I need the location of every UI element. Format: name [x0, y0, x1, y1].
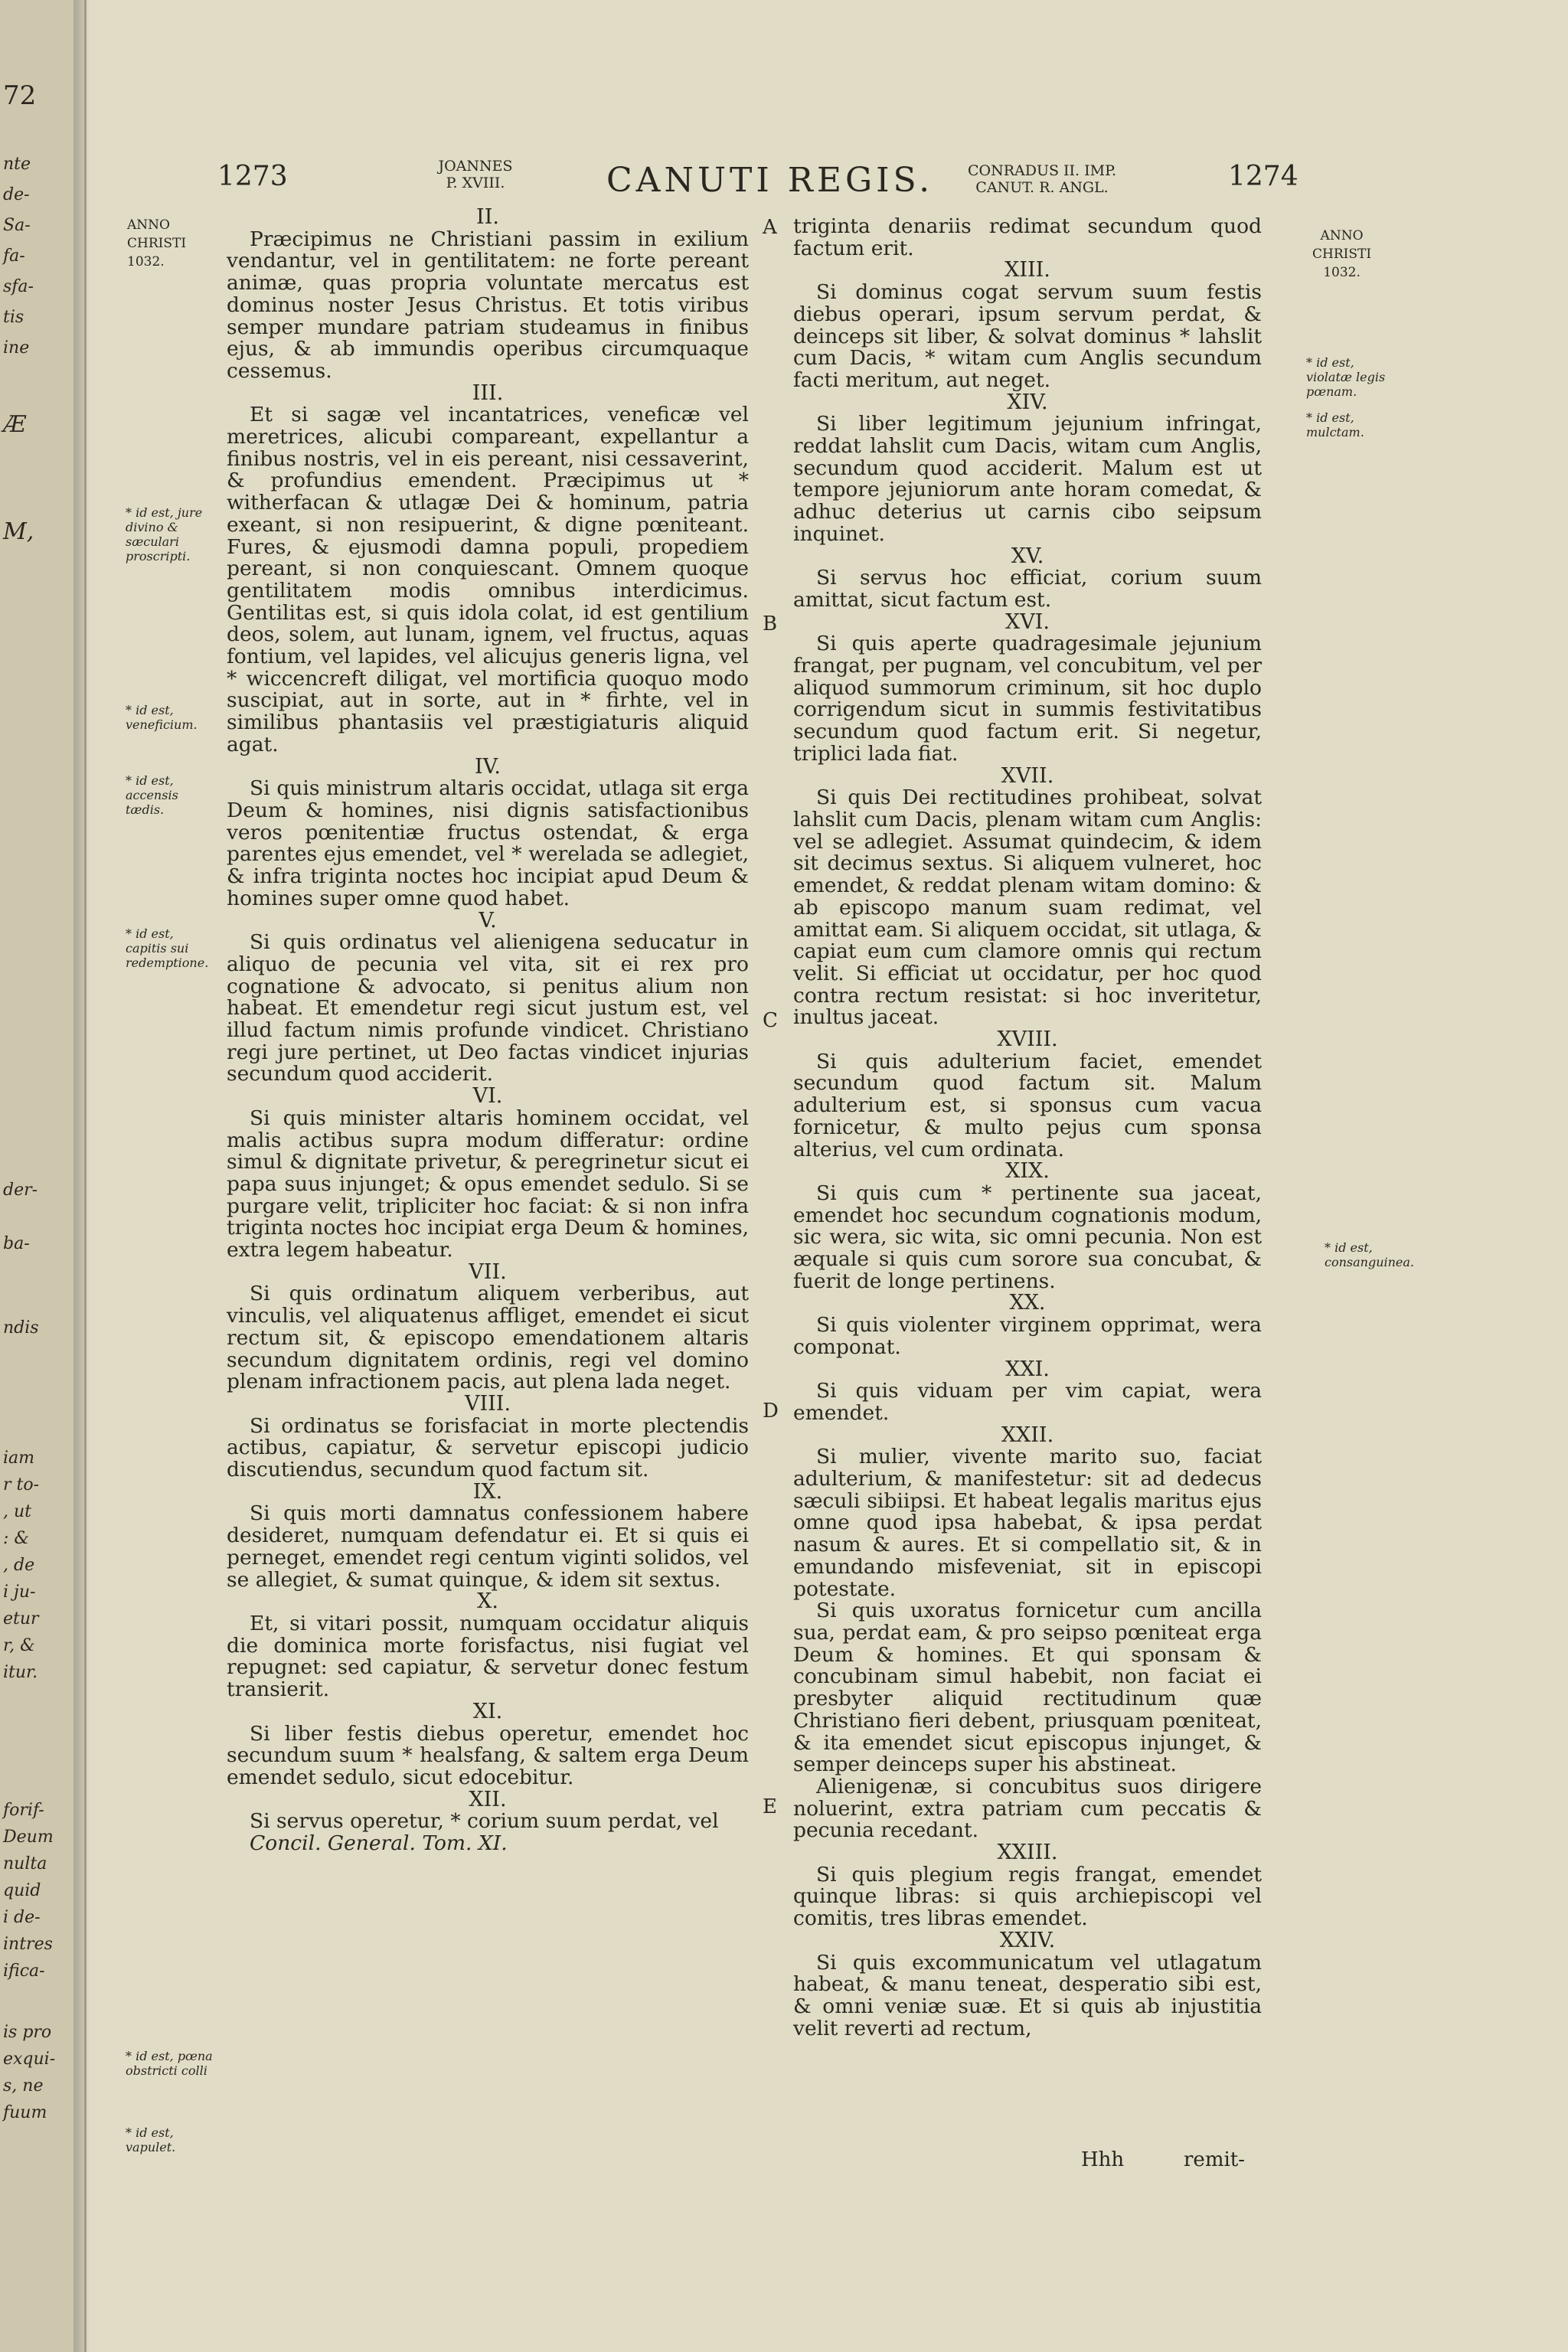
left-header-sub [418, 158, 533, 191]
prev-fragment: nte [3, 155, 31, 174]
section-heading: XII. [469, 1787, 507, 1811]
year-number: 1032. [1323, 265, 1361, 280]
section-heading: IX. [472, 1479, 503, 1504]
prev-fragment: forif- [3, 1801, 44, 1820]
prev-fragment: tis [3, 308, 24, 327]
paragraph: Et, si vitari possit, numquam occidatur aliquis die dominica morte forisfactus, nisi fugiat vel repugnet: sed capiatur, & servetur donec festum transierit. [227, 1612, 749, 1702]
margin-note: * id est, mulctam. [1306, 410, 1364, 439]
prev-fragment: exqui- [3, 2050, 56, 2069]
paragraph: Si quis plegium regis frangat, emendet quinque libras: si quis archiepiscopi vel comitis, tres libras emendet. [793, 1862, 1262, 1931]
prev-fragment: intres [3, 1935, 53, 1954]
paragraph: Si quis aperte quadragesimale jejunium frangat, per pugnam, vel concubitum, vel per aliquod summorum criminum, sit hoc duplo corrigendum sicut in summis festivitatibus secundum quod factum erit. Si negetur, triplici lada fiat. [793, 632, 1262, 766]
margin-note: * id est, veneficium. [126, 703, 198, 732]
book-page [89, 0, 1568, 2352]
prev-fragment: : & [3, 1529, 29, 1548]
prev-fragment: iam [3, 1449, 35, 1468]
paragraph: Præcipimus ne Christiani passim in exilium vendantur, vel in gentilitatem: ne forte pereant animæ, quas propria voluntate mercatus est dominus noster Jesus Christus. Et totis viribus semper mundare patriam studeamus in finibus ejus, & ab immundis operibus circumquaque cessemus. [227, 227, 749, 383]
margin-note: * id est, consanguinea. [1325, 1240, 1415, 1269]
prev-fragment: fuum [3, 2103, 47, 2122]
paragraph: Si quis minister altaris hominem occidat, vel malis actibus supra modum differatur: ordine simul & dignitate privetur, & peregrinetur sicut ei papa suus injunget; & opus emendet sedulo. Si se purgare velit, tripliciter hoc faciat: & si non infra triginta noctes hoc incipiat erga Deum & homines, extra legem habeatur. [227, 1106, 749, 1263]
margin-note: * id est, violatæ legis pœnam. [1306, 355, 1386, 399]
pope-name: JOANNES [438, 158, 513, 175]
right-header-sub [946, 162, 1138, 196]
section-heading: II. [476, 205, 499, 229]
section-heading: XXII. [1001, 1423, 1054, 1447]
paragraph: Si quis adulterium faciet, emendet secundum quod factum sit. Malum adulterium est, si sponsus cum vacua fornicetur, & multo pejus cum sponsa alterius, vel cum ordinata. [793, 1049, 1262, 1161]
section-heading: IV. [474, 754, 501, 779]
prev-fragment: ine [3, 338, 30, 358]
prev-fragment: r to- [3, 1475, 40, 1494]
prev-fragment: ba- [3, 1234, 30, 1253]
paragraph: Si quis Dei rectitudines prohibeat, solvat lahslit cum Dacis, plenam witam cum Anglis: vel se adlegiet. Assumat quindecim, & idem sit decimus sextus. Si aliquem vulneret, hoc emendet, & reddat plenam witam domino: & ab episcopo manum suam redimat, vel amittat eam. Si aliquem occidat, sit utlaga, & capiat eum cum clamore omnis qui rectum velit. Si efficiat ut occidatur, per hoc quod contra rectum resistat: si hoc inveritetur, inultus jaceat. [793, 786, 1262, 1030]
pope-number: P. XVIII. [446, 175, 505, 191]
section-letter: D [763, 1400, 779, 1423]
book-gutter [74, 0, 84, 2352]
year-number: 1032. [127, 254, 165, 270]
right-page-number: 1274 [1228, 161, 1298, 192]
section-heading: XXIV. [999, 1928, 1056, 1952]
section-heading: III. [472, 381, 504, 405]
section-heading: VIII. [464, 1391, 511, 1416]
prev-fragment: M, [3, 518, 34, 545]
section-heading: XIV. [1007, 390, 1048, 414]
prev-fragment: r, & [3, 1636, 35, 1655]
paragraph: Si quis violenter virginem opprimat, wera componat. [793, 1313, 1262, 1359]
paragraph: Si quis ordinatus vel alienigena seducatur in aliquo de pecunia vel vita, sit ei rex pro cognatione & advocato, si penitus alium non habeat. Et emendetur regi sicut justum est, vel illud factum nimis profunde vindicet. Christiano regi jure pertinet, ut Deo factas vindicet injurias secundum quod acciderit. [227, 930, 749, 1086]
prev-fragment: i ju- [3, 1583, 36, 1602]
section-letter: E [763, 1795, 777, 1818]
section-heading: XVI. [1005, 609, 1050, 634]
paragraph: Si quis uxoratus fornicetur cum ancilla sua, perdat eam, & pro seipso pœniteat erga Deum & homines. Et qui sponsam & concubinam simul habebit, non faciat ei presbyter aliquid rectitudinum quæ Christiano fieri debent, priusquam pœniteat, & ita emendet sicut episcopus injunget, & semper deinceps super his abstineat. [793, 1599, 1262, 1777]
year-anno: ANNO [1320, 228, 1364, 243]
prev-fragment: Deum [3, 1828, 54, 1847]
paragraph: Alienigenæ, si concubitus suos dirigere noluerint, extra patriam cum peccatis & pecunia recedant. [793, 1774, 1262, 1843]
paragraph: Si liber festis diebus operetur, emendet hoc secundum suum * healsfang, & saltem erga Deum emendet sedulo, sicut edocebitur. [227, 1721, 749, 1789]
section-heading: XX. [1009, 1291, 1046, 1315]
paragraph: Si quis ordinatum aliquem verberibus, aut vinculis, vel aliquatenus affliget, emendet ei sicut rectum sit, & episcopo emendationem altaris secundum dignitatem ordinis, regi vel domino plenam infractionem pacis, aut plena lada neget. [227, 1282, 749, 1394]
prev-page-number: 72 [3, 80, 37, 111]
section-heading: XIII. [1004, 258, 1050, 283]
section-heading: XXI. [1005, 1357, 1050, 1381]
prev-fragment: quid [3, 1881, 41, 1900]
section-heading: XI. [472, 1699, 503, 1723]
prev-fragment: fa- [3, 247, 25, 266]
paragraph: Et si sagæ vel incantatrices, veneficæ vel meretrices, alicubi compareant, expellantur a finibus nostris, vel in eis pereant, nisi cessaverint, & profundius emendent. Præcipimus ut * witherfacan & utlagæ Dei & hominum, patria exeant, si non resipuerint, & digne pœniteant. Fures, & ejusmodi damna populi, propediem pereant, si non conquiescant. Omnem quoque gentilitatem modis omnibus interdicimus. Gentilitas est, si quis idola colat, id est gentilium deos, solem, aut lunam, ignem, vel fructus, aquas fontium, vel lapides, vel alicujus generis ligna, vel * wiccencreft diligat, vel mortificia quoquo modo suscipiat, aut in sorte, aut in * firhte, vel in similibus phantasiis vel præstigiaturis aliquid agat. [227, 403, 749, 756]
section-heading: VI. [472, 1084, 503, 1109]
paragraph: Si quis ministrum altaris occidat, utlaga sit erga Deum & homines, nisi dignis satisfactionibus veros pœnitentiæ fructus ostendat, & erga parentes ejus emendet, vel * werelada se adlegiet, & infra triginta noctes hoc incipiat apud Deum & homines super omne quod habet. [227, 776, 749, 910]
prev-fragment: sfa- [3, 277, 34, 296]
paragraph: Si servus hoc efficiat, corium suum amittat, sicut factum est. [793, 566, 1262, 612]
prev-fragment: Sa- [3, 216, 31, 235]
prev-fragment: etur [3, 1609, 39, 1628]
year-christi: CHRISTI [127, 236, 187, 251]
margin-note: * id est, vapulet. [126, 2125, 176, 2154]
paragraph: Si dominus cogat servum suum festis diebus operari, ipsum servum perdat, & deinceps sit liber, & solvat dominus * lahslit cum Dacis, * witam cum Anglis secundum facti meritum, aut neget. [793, 280, 1262, 392]
previous-page-edge [0, 0, 87, 2352]
paragraph: Si servus operetur, * corium suum perdat, vel [250, 1809, 719, 1834]
paragraph: triginta denariis redimat secundum quod factum erit. [793, 214, 1262, 260]
king-name: CANUT. R. ANGL. [975, 179, 1109, 196]
prev-fragment: der- [3, 1181, 38, 1200]
section-heading: XIX. [1005, 1159, 1050, 1184]
section-heading: V. [479, 908, 497, 933]
margin-note: * id est, jure divino & sæculari proscripti. [126, 505, 203, 564]
prev-fragment: ndis [3, 1318, 39, 1338]
section-heading: XVIII. [997, 1027, 1058, 1052]
right-column [793, 216, 1262, 2040]
catchword: remit- [1184, 2148, 1246, 2171]
paragraph: Si quis cum * pertinente sua jaceat, emendet hoc secundum cognationis modum, sic wera, sic wita, sic omni pecunia. Non est æquale si quis cum sorore sua concubat, & fuerit de longe pertinens. [793, 1181, 1262, 1293]
page-title: CANUTI REGIS. [606, 161, 934, 200]
section-heading: VII. [469, 1259, 507, 1284]
margin-note: * id est, capitis sui redemptione. [126, 926, 209, 970]
paragraph: Si ordinatus se forisfaciat in morte plectendis actibus, capiatur, & servetur episcopi judicio discutiendus, secundum quod factum sit. [227, 1413, 749, 1482]
prev-fragment: i de- [3, 1908, 41, 1927]
margin-note: * id est, pœna obstricti colli [126, 2049, 213, 2078]
section-letter: B [763, 612, 778, 635]
prev-fragment: de- [3, 185, 30, 204]
paragraph: Si quis excommunicatum vel utlagatum habeat, & manu teneat, desperatio sibi est, & omni veniæ suæ. Et si quis ab injustitia velit reverti ad rectum, [793, 1950, 1262, 2040]
prev-fragment: nulta [3, 1854, 47, 1873]
signature-mark: Hhh [1081, 2148, 1125, 2171]
prev-fragment: Æ [3, 411, 27, 438]
section-heading: XXIII. [997, 1841, 1058, 1865]
footer-reference: Concil. General. Tom. XI. [250, 1831, 508, 1856]
prev-fragment: , de [3, 1556, 35, 1575]
section-heading: XV. [1011, 544, 1044, 568]
section-letter: C [763, 1009, 778, 1032]
prev-fragment: ifica- [3, 1962, 45, 1981]
year-christi: CHRISTI [1312, 247, 1372, 262]
emperor-name: CONRADUS II. IMP. [967, 162, 1117, 179]
prev-fragment: itur. [3, 1663, 38, 1682]
prev-fragment: s, ne [3, 2076, 44, 2096]
margin-note: * id est, accensis tædis. [126, 773, 178, 817]
prev-fragment: is pro [3, 2023, 52, 2042]
paragraph: Si liber legitimum jejunium infringat, reddat lahslit cum Dacis, witam cum Anglis, secundum quod acciderit. Malum est ut tempore jejuniorum ante horam comedat, & adhuc deterius ut carnis cibo seipsum inquinet. [793, 412, 1262, 546]
left-year-note [127, 216, 186, 271]
left-column [227, 207, 749, 1855]
section-heading: XVII. [1001, 763, 1054, 788]
paragraph: Si quis viduam per vim capiat, wera emendet. [793, 1379, 1262, 1425]
year-anno: ANNO [127, 217, 170, 233]
section-letter: A [763, 216, 777, 239]
paragraph: Si quis morti damnatus confessionem habere desideret, numquam defendatur ei. Et si quis ei perneget, emendet regi centum viginti solidos, vel se allegiet, & sumat quinque, & idem sit sextus. [227, 1501, 749, 1592]
prev-fragment: , ut [3, 1502, 31, 1521]
paragraph: Si mulier, vivente marito suo, faciat adulterium, & manifestetur: sit ad dedecus sæculi sibiipsi. Et habeat legalis maritus ejus omne quod ipsa habebat, & ipsa perdat nasum & aures. Et si compellatio sit, & in emundando misfeveniat, sit in episcopi potestate. [793, 1445, 1262, 1601]
right-year-note [1312, 227, 1371, 282]
section-heading: X. [477, 1589, 498, 1614]
left-page-number: 1273 [217, 161, 288, 192]
